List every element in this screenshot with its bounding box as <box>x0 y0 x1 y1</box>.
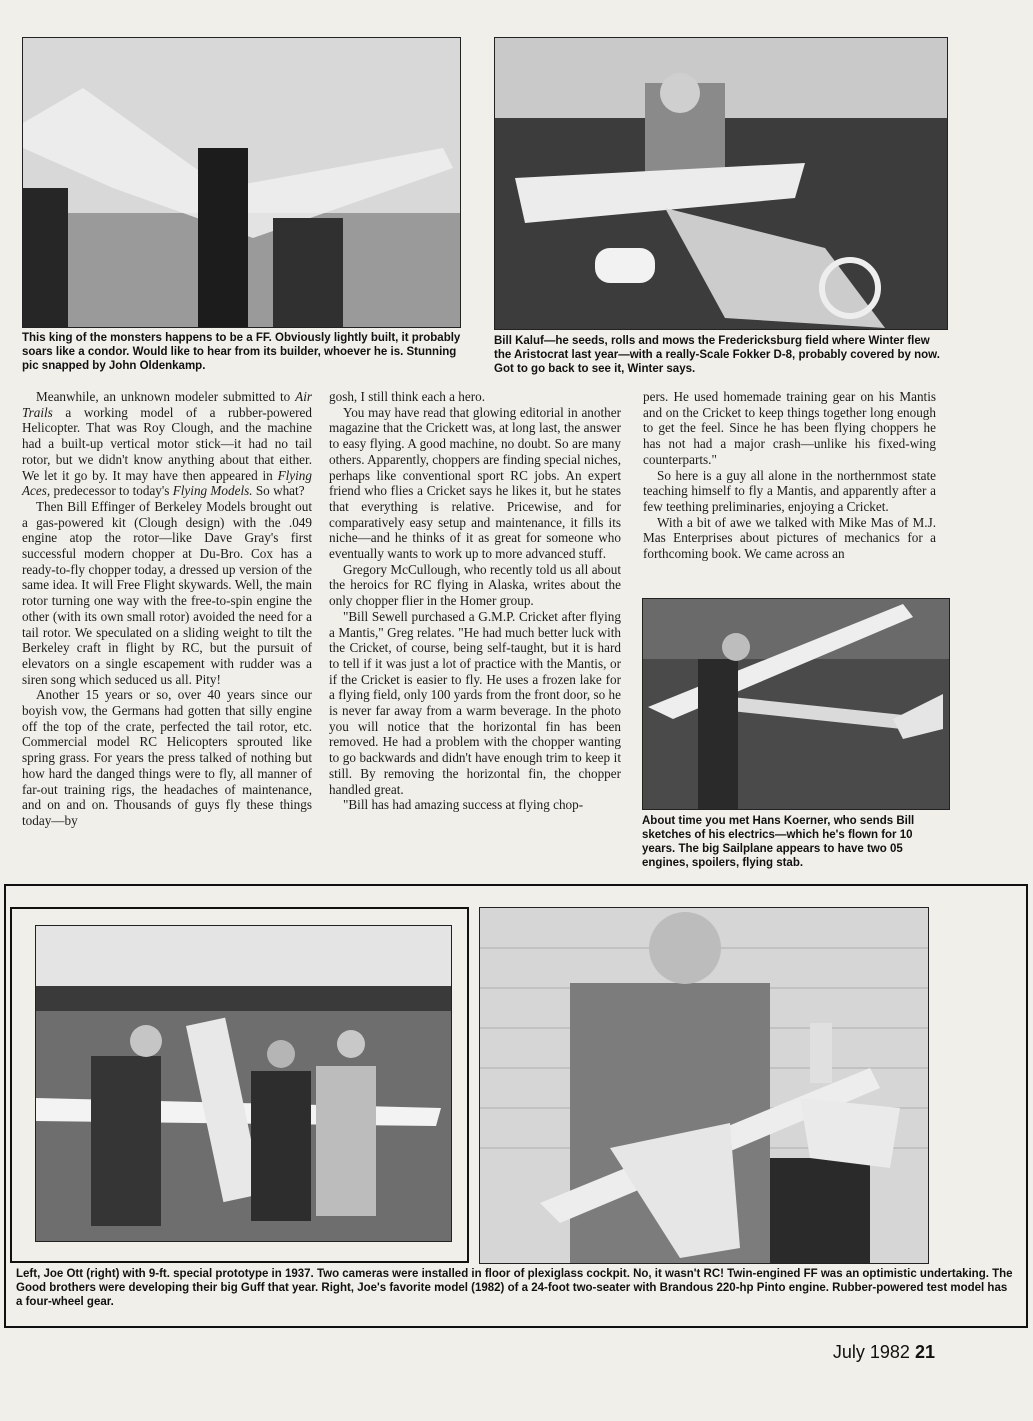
photo-joe-ott-1982-model <box>479 907 929 1264</box>
page-folio <box>833 1342 935 1363</box>
col1-paragraph-3: Another 15 years or so, over 40 years since our boyish vow, the Germans had gotten that silly engine off the top of the crate, perfected the tail rotor, etc. Commercial model RC Helicopters sprouted like spring grass. For years the press talked of nothing but how hard the danged things were to fly, all manner of far-out training rigs, the headaches of maintenance, and on and on. Thousands of guys fly these things today—by <box>22 687 312 828</box>
col2-paragraph-1: gosh, I still think each a hero. <box>329 389 486 404</box>
caption-hans-koerner: About time you met Hans Koerner, who sends Bill sketches of his electrics—which he's flown for 10 years. The big Sailplane appears to have two 05 engines, spoilers, flying stab. <box>642 815 915 869</box>
caption-joe-ott: Left, Joe Ott (right) with 9-ft. special prototype in 1937. Two cameras were installed in floor of plexiglass cockpit. No, it wasn't RC! Twin-engined FF was an optimistic undertaking. The Good brothers were developing their big Guff that year. Right, Joe's favorite model (1982) of a 24-foot two-seater with Brandous 220-hp Pinto engine. Rubber-powered test model has a four-wheel gear. <box>16 1268 1013 1308</box>
col1-paragraph-1: Meanwhile, an unknown modeler submitted to Air Trails a working model of a rubber-powered Helicopter. That was Roy Clough, and the machine had a built-up vertical motor stick—it had no tail rotor, but we didn't know anything about that either. We let it go by. It may have then appeared in Flying Aces, predecessor to today's Flying Models. So what? <box>22 389 312 499</box>
col2-paragraph-5: "Bill has had amazing success at flying chop- <box>343 797 584 813</box>
col3-paragraph-2: So here is a guy all alone in the northernmost state teaching himself to fly a Mantis, and apparently after a few teething preliminaries, enjoying a Cricket. <box>643 467 936 514</box>
page-number: 21 <box>914 1342 935 1362</box>
col3-paragraph-1: pers. He used homemade training gear on his Mantis and on the Cricket to keep things together long enough to get the feel. Since he has been flying choppers he has not had a major crash—unlike his fixed-wing counterparts." <box>643 389 936 467</box>
text-column-3 <box>643 389 936 562</box>
photo-hans-koerner-sailplane <box>642 598 950 810</box>
col3-paragraph-3: With a bit of awe we talked with Mike Mas of M.J. Mas Enterprises about pictures of mechanics for a forthcoming book. We came across an <box>643 514 936 562</box>
col1-paragraph-2: Then Bill Effinger of Berkeley Models brought out a gas-powered kit (Clough design) with the .049 engine atop the rotor—like Dave Gray's first successful modern chopper at Du-Bro. Cox has a ready-to-fly chopper today, a dressed up version of the same idea. It will Free Flight skywards. Well, the main rotor turning one way with the free-to-spin engine the other (with its own small rotor) avoided the need for a tail rotor. We speculated on a sliding weight to tilt the Berkeley craft in flight by RC, but the pursuit of elevators on a single escapement with rudder was a siren song which seduced us all. Pity! <box>22 498 312 687</box>
col2-paragraph-2: You may have read that glowing editorial in another magazine that the Crickett was, at long last, the answer to easy flying. A good machine, no doubt. So are many others. Apparently, choppers are finding special niches, perhaps like conventional sport RC jobs. An expert friend who flies a Cricket says he likes it, but he states that everything is relative. Pricewise, and for comparatively easy setup and maintenance, it fills its niche—and he thinks of it as great for someone who eventually wants to work up to more advanced stuff. <box>329 404 621 562</box>
caption-giant-glider: This king of the monsters happens to be a FF. Obviously lightly built, it probably soars like a condor. Would like to hear from its builder, whoever he is. Stunning pic snapped by John Oldenkamp. <box>22 332 461 372</box>
photo-giant-glider <box>22 37 461 328</box>
text-column-1 <box>22 389 312 829</box>
col2-paragraph-3: Gregory McCullough, who recently told us all about the heroics for RC flying in Alaska, writes about the only chopper flier in the Homer group. <box>329 561 621 609</box>
caption-bill-kaluf: Bill Kaluf—he seeds, rolls and mows the Fredericksburg field where Winter flew the Aristocrat last year—with a really-Scale Fokker D-8, probably covered by now. Got to go back to see it, Winter says. <box>494 335 940 375</box>
issue-date: July 1982 <box>832 1342 910 1362</box>
photo-joe-ott-1937 <box>35 925 452 1242</box>
photo-bill-kaluf-fokker <box>494 37 948 330</box>
col2-paragraph-4: "Bill Sewell purchased a G.M.P. Cricket after flying a Mantis," Greg relates. "He had much better luck with the Cricket, of course, being self-taught, but it is hard to tell if it was just a lot of practice with the Mantis, or if the Cricket is easier to fly. He uses a frozen lake for a flying field, only 100 yards from the front door, so he is never far away from a warm beverage. In the photo you will notice that the horizontal fin has been removed. He had a problem with the chopper wanting to go backwards and didn't have enough trim to keep it still. By removing the horizontal fin, the chopper handled great. <box>329 608 621 797</box>
text-column-2 <box>329 389 621 813</box>
